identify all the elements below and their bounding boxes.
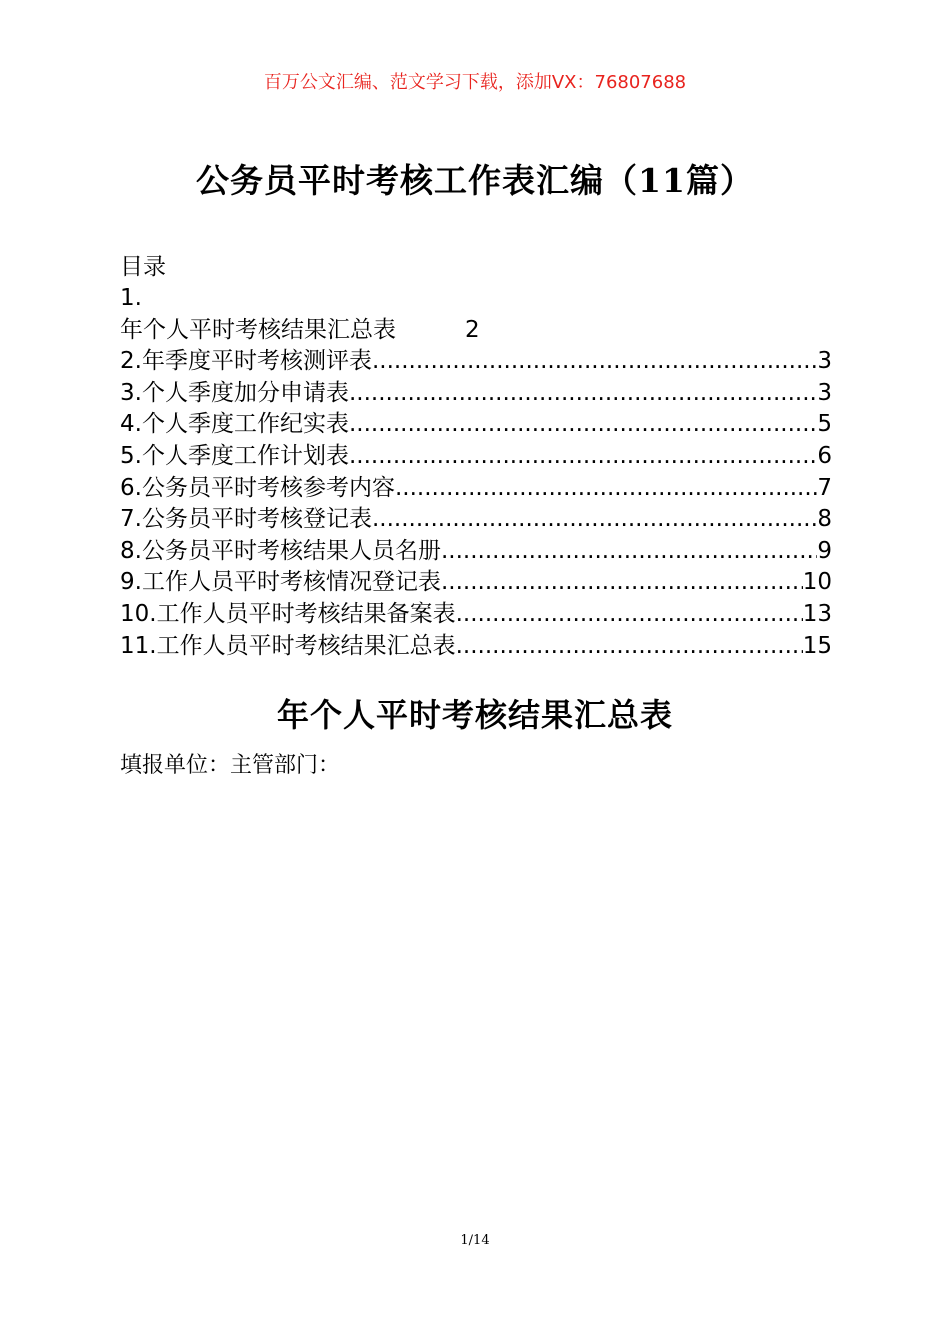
header-note: 百万公文汇编、范文学习下载，添加VX：76807688: [263, 72, 687, 93]
toc-entry-11[interactable]: [120, 631, 832, 663]
toc-entry-page[interactable]: 5: [817, 411, 832, 438]
toc-entry-page[interactable]: 13: [802, 600, 832, 627]
toc-entry-label[interactable]: 5.个人季度工作计划表: [120, 442, 349, 469]
toc-entry-label[interactable]: 11.工作人员平时考核结果汇总表: [120, 632, 456, 659]
toc-leader-dots: [349, 441, 817, 473]
toc-entry-label[interactable]: 10.工作人员平时考核结果备案表: [120, 600, 456, 627]
toc-entry-7[interactable]: [120, 504, 832, 536]
toc-entry-page[interactable]: 10: [802, 569, 832, 596]
toc-entry-3[interactable]: [120, 378, 832, 410]
toc-leader-dots: [349, 409, 817, 441]
toc-leader-dots: [395, 473, 817, 505]
toc-entry-page[interactable]: 8: [817, 506, 832, 533]
toc-entry-page[interactable]: 3: [817, 348, 832, 375]
document-title: 公务员平时考核工作表汇编（11篇）: [196, 161, 754, 200]
page-number: 1/14: [460, 1233, 490, 1248]
toc-entry-label[interactable]: 7.公务员平时考核登记表: [120, 506, 372, 533]
toc-entry-page[interactable]: 9: [817, 537, 832, 564]
toc-entry-1-label[interactable]: 年个人平时考核结果汇总表: [120, 316, 396, 343]
toc-entry-label[interactable]: 3.个人季度加分申请表: [120, 379, 349, 406]
toc-entry-2[interactable]: [120, 346, 832, 378]
toc-entry-page[interactable]: 3: [817, 379, 832, 406]
toc-leader-dots: [372, 504, 817, 536]
toc-leader-dots: [456, 631, 803, 663]
section-title: 年个人平时考核结果汇总表: [276, 696, 673, 734]
toc-heading: 目录: [120, 254, 166, 280]
toc-entry-8[interactable]: [120, 536, 832, 568]
toc-entry-10[interactable]: [120, 599, 832, 631]
toc-entry-1[interactable]: [120, 315, 832, 347]
toc-entry-page[interactable]: 7: [817, 474, 832, 501]
toc-entry-6[interactable]: [120, 473, 832, 505]
toc-entry-5[interactable]: [120, 441, 832, 473]
toc-entry-9[interactable]: [120, 567, 832, 599]
toc-leader-dots: [441, 536, 817, 568]
toc-entry-4[interactable]: [120, 409, 832, 441]
toc-entry-label[interactable]: 6.公务员平时考核参考内容: [120, 474, 395, 501]
toc-entry-page[interactable]: 15: [802, 632, 832, 659]
toc-entry-1-page[interactable]: 2: [465, 316, 480, 343]
toc-leader-dots: [441, 567, 803, 599]
toc-entry-label[interactable]: 8.公务员平时考核结果人员名册: [120, 537, 441, 564]
toc-entry-label[interactable]: 4.个人季度工作纪实表: [120, 411, 349, 438]
toc-entry-label[interactable]: 2.年季度平时考核测评表: [120, 348, 372, 375]
table-of-contents: [120, 252, 832, 662]
toc-entry-1-number[interactable]: 1.: [120, 285, 142, 311]
toc-entry-page[interactable]: 6: [817, 442, 832, 469]
toc-leader-dots: [349, 378, 817, 410]
reporting-unit-line: 填报单位：主管部门：: [120, 753, 341, 778]
toc-leader-dots: [372, 346, 817, 378]
toc-entry-label[interactable]: 9.工作人员平时考核情况登记表: [120, 569, 441, 596]
toc-leader-dots: [456, 599, 803, 631]
